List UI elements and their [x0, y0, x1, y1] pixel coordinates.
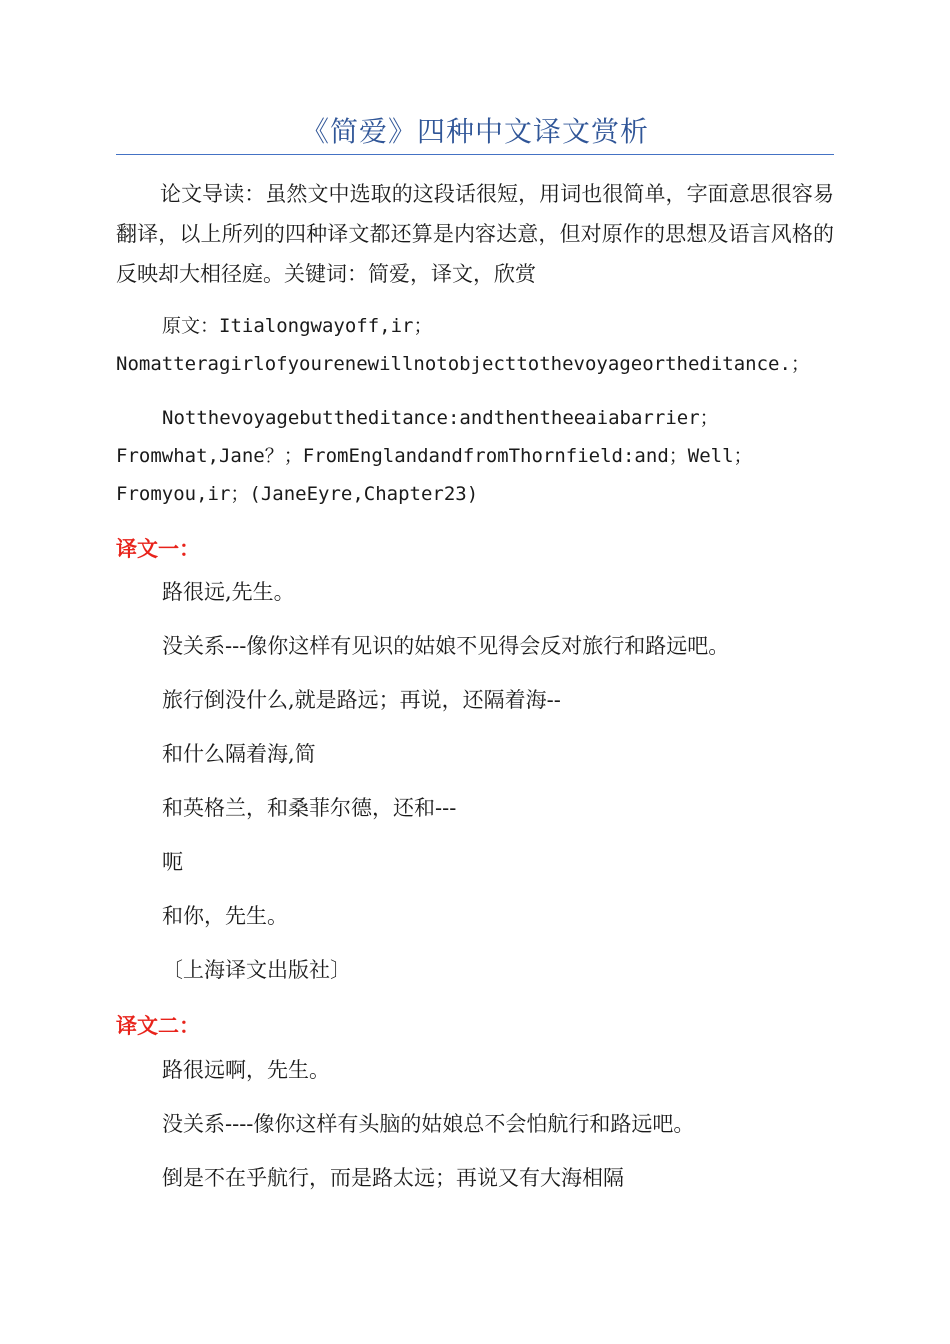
original-line-5: Fromyou,ir；(JaneEyre,Chapter23): [116, 483, 479, 505]
translation-1-line: 和英格兰，和桑菲尔德，还和---: [162, 796, 457, 820]
translation-1-line: 和你，先生。: [162, 904, 288, 928]
page-title: 《简爱》四种中文译文赏析: [300, 115, 649, 148]
original-line-4: Fromwhat,Jane？；FromEnglandandfromThornfield:and；Well；: [116, 445, 753, 467]
translation-1-line: 旅行倒没什么,就是路远；再说，还隔着海--: [162, 688, 561, 712]
translation-2-line: 路很远啊，先生。: [162, 1058, 330, 1082]
translation-1-line: 没关系---像你这样有见识的姑娘不见得会反对旅行和路远吧。: [162, 634, 730, 658]
title-divider: [116, 154, 834, 155]
translation-1-heading: 译文一：: [116, 537, 200, 561]
translation-2-heading: 译文二：: [116, 1014, 200, 1038]
translation-2-line: 没关系----像你这样有头脑的姑娘总不会怕航行和路远吧。: [162, 1112, 695, 1136]
abstract-paragraph: 论文导读：虽然文中选取的这段话很短，用词也很简单，字面意思很容易翻译，以上所列的四种译文都还算是内容达意，但对原作的思想及语言风格的反映却大相径庭。关键词：简爱，译文，欣赏: [116, 182, 834, 286]
original-line-1: 原文：Itialongwayoff,ir；: [162, 315, 433, 337]
original-line-3: Notthevoyagebuttheditance:andthentheeaiabarrier；: [162, 407, 719, 429]
translation-1-source: 〔上海译文出版社〕: [162, 958, 351, 982]
translation-1-line: 呃: [162, 850, 183, 874]
translation-1-line: 路很远,先生。: [162, 580, 295, 604]
original-line-2: Nomatteragirlofyourenewillnotobjecttothevoyageortheditance.；: [116, 353, 810, 375]
translation-2-line: 倒是不在乎航行，而是路太远；再说又有大海相隔: [162, 1166, 624, 1190]
translation-1-line: 和什么隔着海,简: [162, 742, 316, 766]
